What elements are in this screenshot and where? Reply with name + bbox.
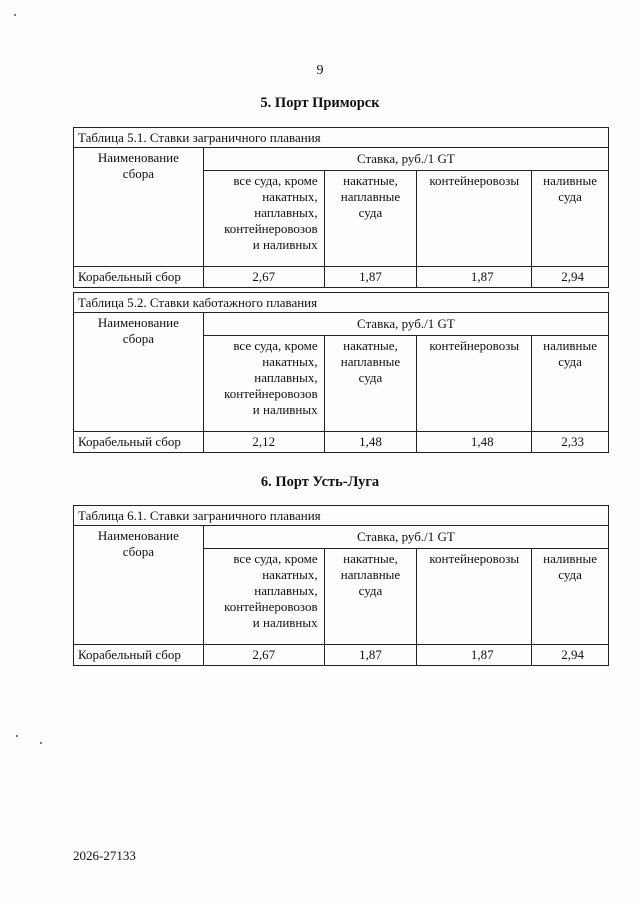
table-5-2: [73, 292, 609, 453]
table-5-1: [73, 127, 609, 288]
column-header: все суда, кроме накатных, наплавных, контейнеровозов и наливных: [203, 549, 324, 645]
table-6-1: [73, 505, 609, 666]
rate-header: Ставка, руб./1 GT: [203, 526, 608, 549]
table-caption: Таблица 5.1. Ставки заграничного плавания: [74, 128, 609, 148]
column-header: контейнеровозы: [417, 336, 532, 432]
column-header: все суда, кроме накатных, наплавных, контейнеровозов и наливных: [203, 171, 324, 267]
column-header: накатные, наплавные суда: [324, 171, 417, 267]
column-header: наливные суда: [532, 549, 609, 645]
name-header: Наименование сбора: [74, 526, 204, 645]
column-header: наливные суда: [532, 171, 609, 267]
section-title-primorsk: 5. Порт Приморск: [260, 95, 380, 111]
page-number: 9: [316, 63, 324, 78]
column-header: контейнеровозы: [417, 549, 532, 645]
table-cell: 2,12: [203, 432, 324, 453]
row-label: Корабельный сбор: [74, 432, 204, 453]
table-caption: Таблица 6.1. Ставки заграничного плавания: [74, 506, 609, 526]
table-cell: 1,48: [324, 432, 417, 453]
table-cell: 2,94: [532, 645, 609, 666]
table-cell: 2,67: [203, 267, 324, 288]
column-header: все суда, кроме накатных, наплавных, контейнеровозов и наливных: [203, 336, 324, 432]
rate-header: Ставка, руб./1 GT: [203, 313, 608, 336]
section-title-ust-luga: 6. Порт Усть-Луга: [260, 474, 380, 490]
table-cell: 2,94: [532, 267, 609, 288]
footer-code: 2026-27133: [73, 848, 136, 863]
scan-speck: [16, 735, 18, 737]
table-caption: Таблица 5.2. Ставки каботажного плавания: [74, 293, 609, 313]
column-header: накатные, наплавные суда: [324, 549, 417, 645]
name-header: Наименование сбора: [74, 313, 204, 432]
scan-speck: [14, 14, 16, 16]
table-cell: 1,87: [324, 645, 417, 666]
column-header: накатные, наплавные суда: [324, 336, 417, 432]
table-cell: 2,67: [203, 645, 324, 666]
table-cell: 1,48: [417, 432, 532, 453]
row-label: Корабельный сбор: [74, 645, 204, 666]
column-header: наливные суда: [532, 336, 609, 432]
row-label: Корабельный сбор: [74, 267, 204, 288]
scan-speck: [40, 742, 42, 744]
rate-header: Ставка, руб./1 GT: [203, 148, 608, 171]
name-header: Наименование сбора: [74, 148, 204, 267]
table-cell: 1,87: [324, 267, 417, 288]
column-header: контейнеровозы: [417, 171, 532, 267]
table-cell: 1,87: [417, 645, 532, 666]
table-cell: 2,33: [532, 432, 609, 453]
table-cell: 1,87: [417, 267, 532, 288]
